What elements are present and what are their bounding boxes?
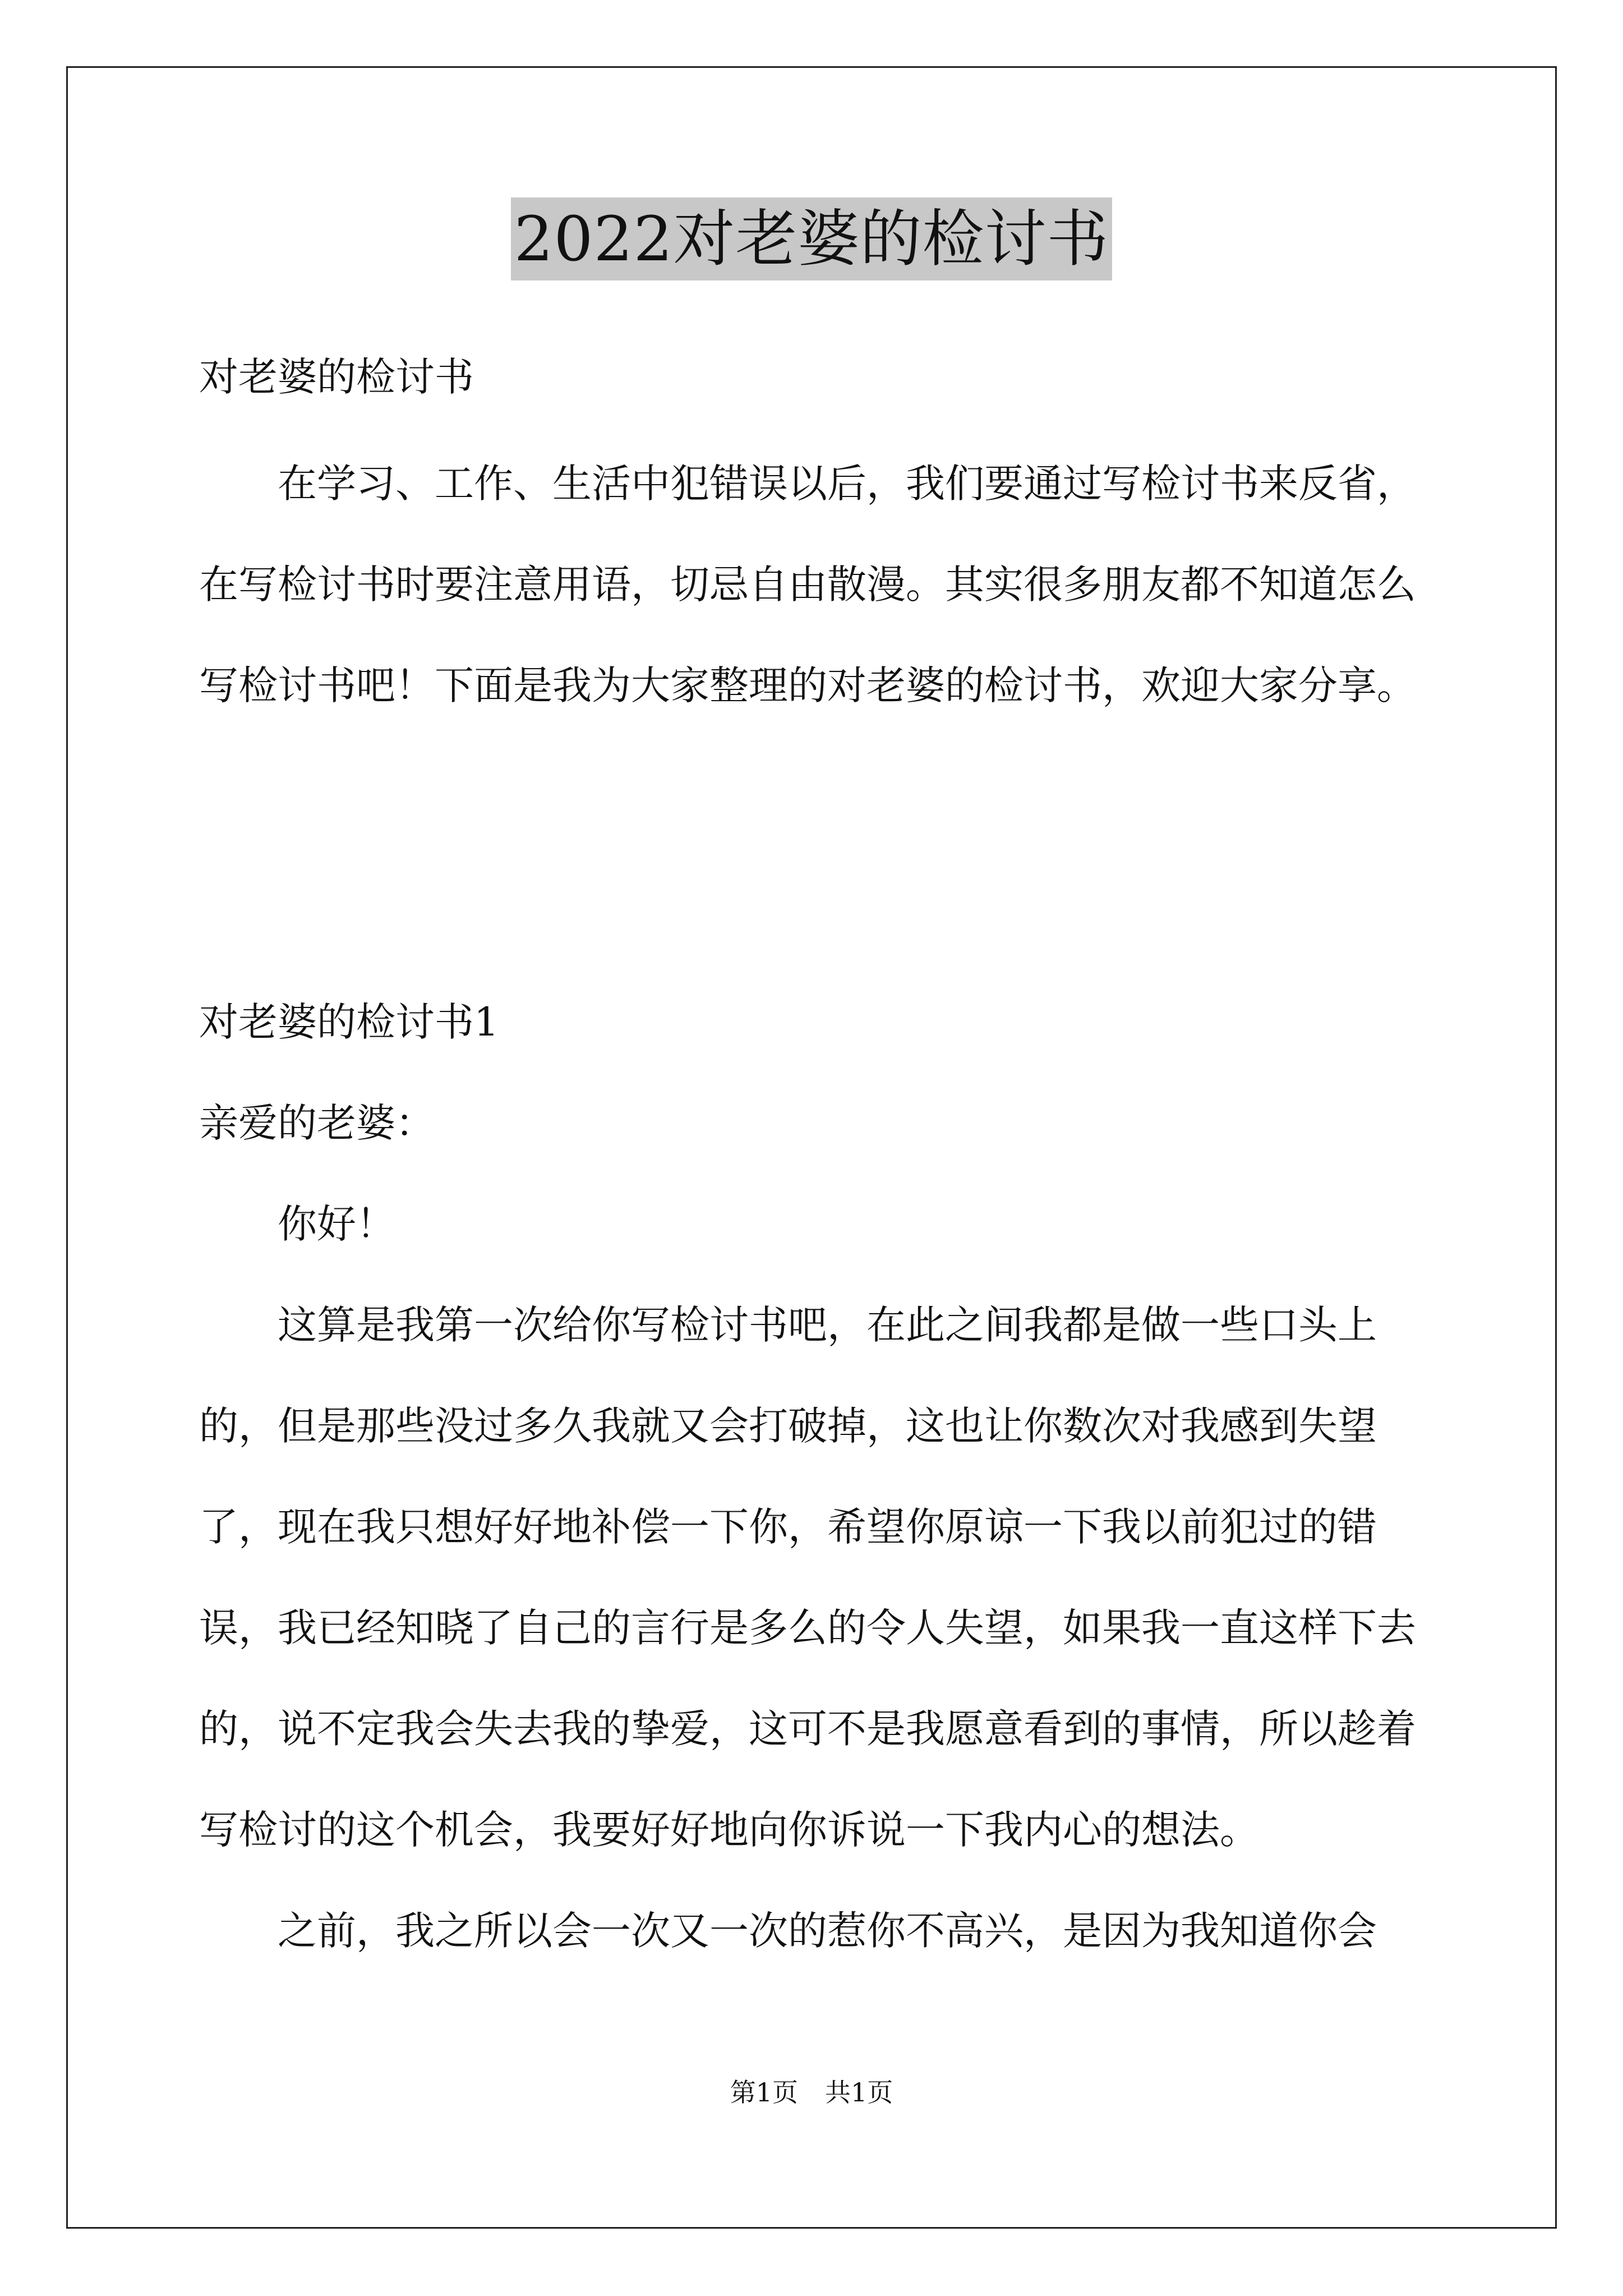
title-container [0, 197, 1623, 280]
section-heading: 对老婆的检讨书1 [199, 999, 499, 1045]
body-paragraph-2: 之前，我之所以会一次又一次的惹你不高兴，是因为我知道你会 [278, 1908, 1377, 1954]
greeting: 你好！ [278, 1201, 395, 1247]
body-paragraph-1: 这算是我第一次给你写检讨书吧，在此之间我都是做一些口头上的，但是那些没过多久我就又会打破掉，这也让你数次对我感到失望了，现在我只想好好地补偿一下你，希望你原谅一下我以前犯过的错误，我已经知晓了自己的言行是多么的令人失望，如果我一直这样下去的，说不定我会失去我的挚爱，这可不是我愿意看到的事情，所以趁着写检讨的这个机会，我要好好地向你诉说一下我内心的想法。 [199, 1302, 1416, 1853]
document-subtitle: 对老婆的检讨书 [199, 354, 474, 400]
page-footer [0, 2076, 1623, 2109]
page-number: 第1页 [730, 2077, 798, 2108]
page-total: 共1页 [825, 2077, 893, 2108]
salutation: 亲爱的老婆： [199, 1100, 435, 1146]
intro-paragraph: 在学习、工作、生活中犯错误以后，我们要通过写检讨书来反省，在写检讨书时要注意用语，切忌自由散漫。其实很多朋友都不知道怎么写检讨书吧！下面是我为大家整理的对老婆的检讨书，欢迎大家分享。 [199, 461, 1416, 708]
document-title: 2022对老婆的检讨书 [511, 197, 1113, 280]
